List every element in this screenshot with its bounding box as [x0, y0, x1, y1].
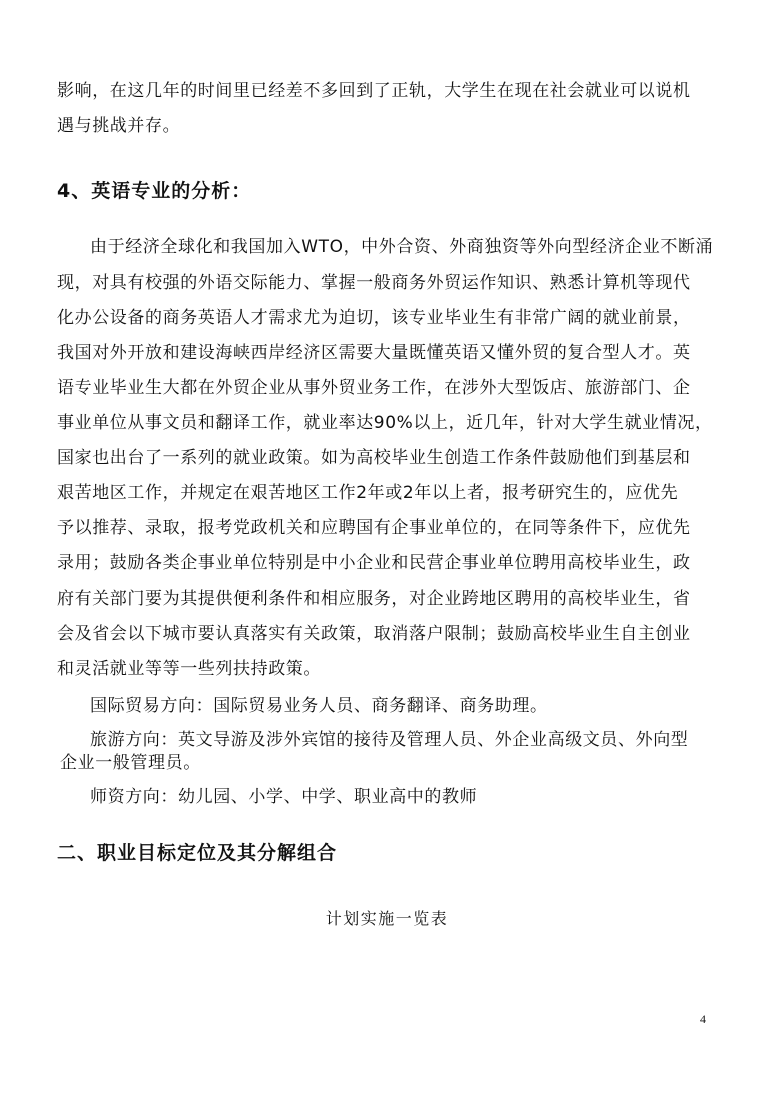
section4-line-7: 国家也出台了一系列的就业政策。如为高校毕业生创造工作条件鼓励他们到基层和: [57, 448, 691, 468]
section4-line-13: 和灵活就业等等一些列扶持政策。: [57, 659, 321, 679]
section4-line-3: 化办公设备的商务英语人才需求尤为迫切，该专业毕业生有非常广阔的就业前景，: [57, 308, 691, 328]
table-caption: 计划实施一览表: [325, 909, 449, 928]
section4-line-9: 予以推荐、录取，报考党政机关和应聘国有企事业单位的，在同等条件下，应优先: [57, 518, 691, 538]
direction-tourism-line-2: 企业一般管理员。: [60, 753, 201, 773]
section2-heading: 二、职业目标定位及其分解组合: [57, 842, 338, 864]
section4-line-8: 艰苦地区工作，并规定在艰苦地区工作2年或2年以上者，报考研究生的，应优先: [57, 483, 679, 503]
intro-line-1: 影响，在这几年的时间里已经差不多回到了正轨，大学生在现在社会就业可以说机: [57, 81, 691, 101]
direction-teaching: 师资方向：幼儿园、小学、中学、职业高中的教师: [90, 787, 478, 807]
section4-line-6: 事业单位从事文员和翻译工作，就业率达90%以上，近几年，针对大学生就业情况，: [57, 413, 713, 433]
section4-line-11: 府有关部门要为其提供便利条件和相应服务，对企业跨地区聘用的高校毕业生，省: [57, 589, 691, 609]
direction-trade: 国际贸易方向：国际贸易业务人员、商务翻译、商务助理。: [90, 696, 548, 716]
section4-line-2: 现，对具有校强的外语交际能力、掌握一般商务外贸运作知识、熟悉计算机等现代: [57, 273, 691, 293]
section4-line-1: 由于经济全球化和我国加入WTO，中外合资、外商独资等外向型经济企业不断涌: [90, 237, 714, 257]
section4-line-10: 录用；鼓励各类企事业单位特别是中小企业和民营企事业单位聘用高校毕业生，政: [57, 553, 691, 573]
section4-line-12: 会及省会以下城市要认真落实有关政策，取消落户限制；鼓励高校毕业生自主创业: [57, 624, 691, 644]
page-number: 4: [700, 1012, 706, 1026]
section4-line-5: 语专业毕业生大都在外贸企业从事外贸业务工作，在涉外大型饭店、旅游部门、企: [57, 378, 691, 398]
section4-heading: 4、英语专业的分析：: [57, 180, 252, 202]
intro-line-2: 遇与挑战并存。: [57, 116, 181, 136]
direction-tourism-line-1: 旅游方向：英文导游及涉外宾馆的接待及管理人员、外企业高级文员、外向型: [90, 730, 689, 750]
section4-line-4: 我国对外开放和建设海峡西岸经济区需要大量既懂英语又懂外贸的复合型人才。英: [57, 343, 691, 363]
